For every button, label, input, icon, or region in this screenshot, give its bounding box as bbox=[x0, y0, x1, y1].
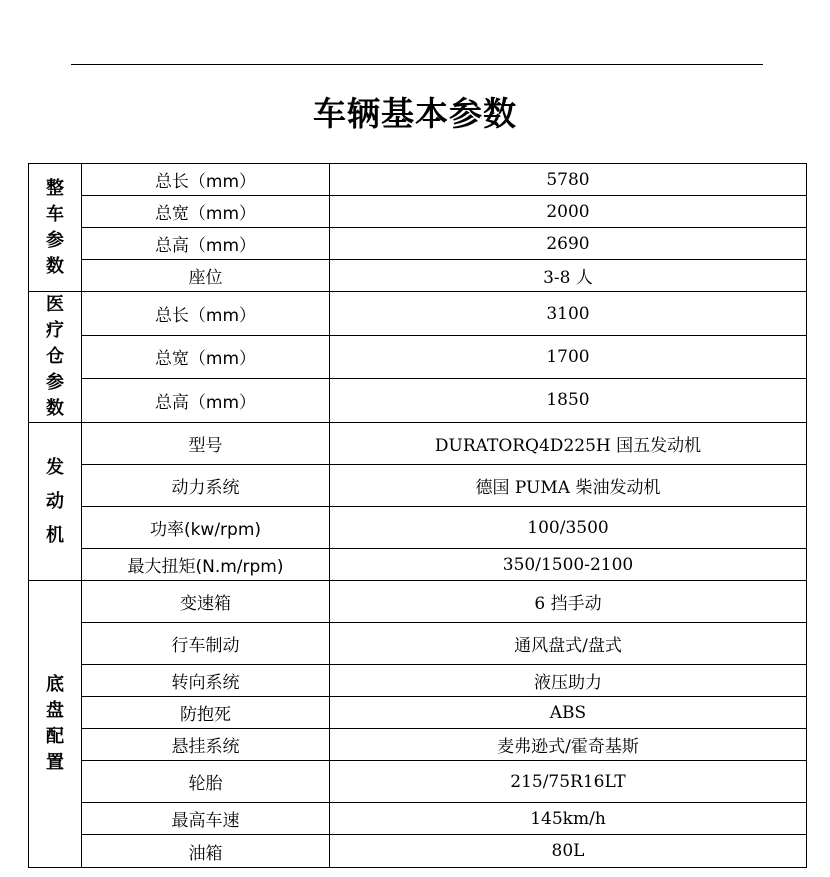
param-value: 2000 bbox=[330, 196, 807, 228]
param-value: 3-8 人 bbox=[330, 260, 807, 292]
param-value: ABS bbox=[330, 697, 807, 729]
document-title: 车辆基本参数 bbox=[313, 94, 517, 133]
param-label: 动力系统 bbox=[82, 465, 330, 507]
param-label: 总宽（mm） bbox=[82, 336, 330, 378]
table-row bbox=[29, 228, 807, 260]
table-row bbox=[29, 803, 807, 835]
vehicle-parameters-table bbox=[28, 163, 807, 868]
table-row bbox=[29, 729, 807, 761]
table-row bbox=[29, 260, 807, 292]
table-row bbox=[29, 378, 807, 422]
param-value: 5780 bbox=[330, 164, 807, 196]
param-label: 悬挂系统 bbox=[82, 729, 330, 761]
param-label: 最高车速 bbox=[82, 803, 330, 835]
table-row bbox=[29, 292, 807, 336]
param-value: 通风盘式/盘式 bbox=[330, 623, 807, 665]
param-value: 德国 PUMA 柴油发动机 bbox=[330, 465, 807, 507]
param-label: 油箱 bbox=[82, 835, 330, 868]
table-row bbox=[29, 581, 807, 623]
param-value: DURATORQ4D225H 国五发动机 bbox=[330, 423, 807, 465]
table-row bbox=[29, 164, 807, 196]
table-row bbox=[29, 465, 807, 507]
param-label: 变速箱 bbox=[82, 581, 330, 623]
param-label: 行车制动 bbox=[82, 623, 330, 665]
table-row bbox=[29, 549, 807, 581]
param-label: 防抱死 bbox=[82, 697, 330, 729]
param-label: 总宽（mm） bbox=[82, 196, 330, 228]
table-row bbox=[29, 623, 807, 665]
param-value: 80L bbox=[330, 835, 807, 868]
header-rule bbox=[71, 64, 763, 65]
param-label: 座位 bbox=[82, 260, 330, 292]
param-label: 型号 bbox=[82, 423, 330, 465]
section-label-engine: 发动机 bbox=[29, 423, 82, 581]
table-row bbox=[29, 665, 807, 697]
param-value: 6 挡手动 bbox=[330, 581, 807, 623]
table-row bbox=[29, 697, 807, 729]
param-label: 轮胎 bbox=[82, 761, 330, 803]
param-value: 2690 bbox=[330, 228, 807, 260]
param-value: 215/75R16LT bbox=[330, 761, 807, 803]
param-label: 总长（mm） bbox=[82, 292, 330, 336]
param-label: 总高（mm） bbox=[82, 228, 330, 260]
param-label: 最大扭矩(N.m/rpm) bbox=[82, 549, 330, 581]
table-row bbox=[29, 196, 807, 228]
section-label-chassis: 底盘配置 bbox=[29, 581, 82, 868]
param-value: 3100 bbox=[330, 292, 807, 336]
table-row bbox=[29, 423, 807, 465]
table-row bbox=[29, 336, 807, 378]
param-label: 转向系统 bbox=[82, 665, 330, 697]
param-label: 总高（mm） bbox=[82, 378, 330, 422]
param-label: 功率(kw/rpm) bbox=[82, 507, 330, 549]
param-label: 总长（mm） bbox=[82, 164, 330, 196]
section-label-medical-cabin: 医疗仓参数 bbox=[29, 292, 82, 423]
param-value: 350/1500-2100 bbox=[330, 549, 807, 581]
param-value: 液压助力 bbox=[330, 665, 807, 697]
table-row bbox=[29, 835, 807, 868]
param-value: 100/3500 bbox=[330, 507, 807, 549]
param-value: 麦弗逊式/霍奇基斯 bbox=[330, 729, 807, 761]
param-value: 1850 bbox=[330, 378, 807, 422]
param-value: 1700 bbox=[330, 336, 807, 378]
table-row bbox=[29, 761, 807, 803]
section-label-vehicle: 整车参数 bbox=[29, 164, 82, 292]
table-row bbox=[29, 507, 807, 549]
param-value: 145km/h bbox=[330, 803, 807, 835]
